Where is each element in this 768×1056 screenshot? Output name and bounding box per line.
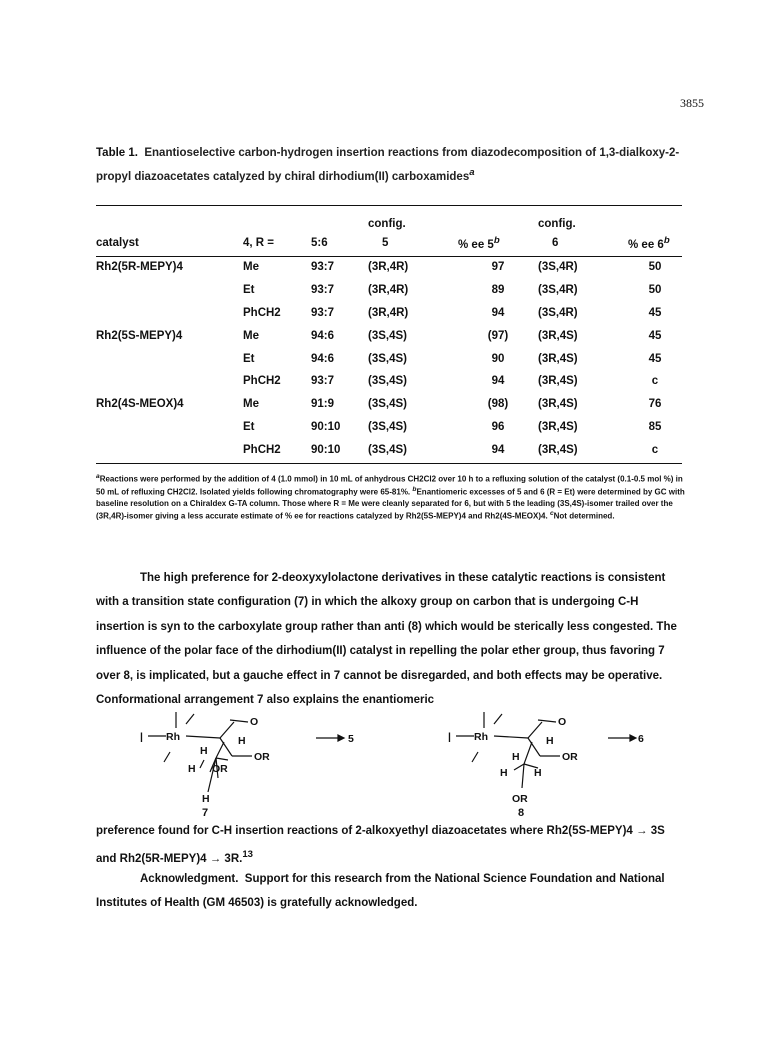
table-row <box>96 416 682 439</box>
cell-cfg6: (3R,4S) <box>538 375 578 388</box>
cell-cfg5: (3S,4S) <box>368 375 407 388</box>
struct8-h4: H <box>534 767 542 779</box>
table-footnotes <box>96 472 686 522</box>
acknowledgment-text: Support for this research from the National Science Foundation and National Institutes of Health (GM 46503) is gratefully acknowledged. <box>96 873 665 910</box>
table-row <box>96 370 682 393</box>
header-cfg5: 5 <box>382 237 389 249</box>
cell-catalyst <box>96 279 243 302</box>
cell-r: Et <box>243 284 255 297</box>
header-catalyst: catalyst <box>96 237 139 249</box>
footnote-b-mark: b <box>412 486 417 494</box>
structure-8 <box>456 712 636 788</box>
cell-ratio: 93:7 <box>311 306 335 319</box>
table-caption-note-mark: a <box>469 167 475 178</box>
cell-cfg5: (3R,4R) <box>368 284 409 297</box>
struct8-h3: H <box>500 767 508 779</box>
struct8-or2: OR <box>512 793 528 805</box>
footnote-c: Not determined. <box>553 511 615 521</box>
cell-ratio: 91:9 <box>311 398 335 411</box>
struct7-or2: OR <box>212 763 228 775</box>
table-top-rule <box>96 205 682 206</box>
table-row <box>96 279 682 302</box>
struct7-h1: H <box>238 735 246 747</box>
cell-cfg5: (3R,4R) <box>368 306 409 319</box>
cell-cfg5: (3R,4R) <box>368 261 409 274</box>
cell-r: Me <box>243 329 259 342</box>
cell-r: Et <box>243 420 255 433</box>
header-ee5: % ee 5$^b$ <box>458 235 500 251</box>
cell-r: PhCH2 <box>243 306 281 319</box>
cell-ee5: 94 <box>491 375 505 388</box>
cell-ee6: 85 <box>648 420 662 433</box>
footnote-b: Enantiomeric excesses of 5 and 6 (R = Et) were determined by GC with baseline resolution on a Chiraldex G-TA column. Those where R = Me were cleanly separated for 6, but with 5 the leading (3S,4S)-isomer trailed over the (3R,4R)-isomer giving a less accurate estimate of % ee for reactions catalyzed by Rh2(5S-MEPY)4 and Rh2(4S-MEOX)4. <box>96 487 685 521</box>
cell-cfg5: (3S,4S) <box>368 398 407 411</box>
footnote-a-mark: a <box>96 473 100 480</box>
results-table <box>96 208 682 461</box>
table-caption-label: Table 1. <box>96 147 138 159</box>
cell-cfg5: (3S,4S) <box>368 352 407 365</box>
struct8-product: 6 <box>638 733 644 745</box>
cell-ee6: 45 <box>648 352 662 365</box>
cell-ratio: 93:7 <box>311 261 335 274</box>
table-row <box>96 324 682 347</box>
cell-ratio: 94:6 <box>311 352 335 365</box>
compound-label-7: 7 <box>202 807 209 819</box>
cell-r: PhCH2 <box>243 443 281 456</box>
cell-catalyst: Rh2(5R-MEPY)4 <box>96 261 183 274</box>
page-number: 3855 <box>680 96 704 110</box>
struct7-product: 5 <box>348 733 354 745</box>
table-bottom-rule <box>96 463 682 464</box>
cell-ee6: 45 <box>648 329 662 342</box>
cell-ee5: 89 <box>491 284 505 297</box>
struct7-h3: H <box>188 763 196 775</box>
cell-catalyst <box>96 347 243 370</box>
cell-ee5: (98) <box>487 398 509 411</box>
struct8-h2: H <box>512 751 520 763</box>
table-row <box>96 256 682 279</box>
cell-cfg6: (3R,4S) <box>538 329 578 342</box>
table-caption <box>96 143 686 187</box>
table-row <box>96 438 682 461</box>
struct7-rh: Rh <box>166 731 180 743</box>
cell-ee5: 96 <box>491 420 505 433</box>
paragraph-2-text: preference found for C-H insertion reactions of 2-alkoxyethyl diazoacetates where Rh2(5S-MEPY)4 → 3S and Rh2(5R-MEPY)4 → 3R. <box>96 825 665 866</box>
cell-catalyst <box>96 302 243 325</box>
cell-r: Me <box>243 261 259 274</box>
struct8-rh-dash: | <box>448 731 451 743</box>
struct7-or1: OR <box>254 751 270 763</box>
header-r-group: 4, R = <box>243 237 275 249</box>
table-body <box>96 256 682 461</box>
table-row <box>96 302 682 325</box>
cell-ee6: 76 <box>648 398 662 411</box>
cell-cfg5: (3S,4S) <box>368 443 407 456</box>
header-config-6: config. <box>538 218 576 230</box>
cell-ratio: 90:10 <box>311 443 341 456</box>
struct7-h2: H <box>200 745 208 757</box>
cell-ee5: 94 <box>491 443 505 456</box>
cell-catalyst: Rh2(4S-MEOX)4 <box>96 398 184 411</box>
footnote-c-mark: c <box>549 510 554 518</box>
cell-ee6: c <box>651 443 659 456</box>
structure-7 <box>148 712 344 792</box>
cell-cfg6: (3R,4S) <box>538 398 578 411</box>
body-paragraph-2 <box>96 819 686 872</box>
cell-ee5: 90 <box>491 352 505 365</box>
cell-catalyst <box>96 370 243 393</box>
cell-ee6: 50 <box>648 284 662 297</box>
cell-r: Et <box>243 352 255 365</box>
cell-ee5: 94 <box>491 306 505 319</box>
cell-r: Me <box>243 398 259 411</box>
cell-ratio: 93:7 <box>311 284 335 297</box>
cell-cfg6: (3S,4R) <box>538 284 578 297</box>
cell-ee6: 45 <box>648 306 662 319</box>
table-header-row-config <box>96 208 682 230</box>
cell-cfg6: (3S,4R) <box>538 306 578 319</box>
cell-ee5: 97 <box>491 261 505 274</box>
cell-cfg5: (3S,4S) <box>368 420 407 433</box>
cell-catalyst <box>96 438 243 461</box>
cell-ee5: (97) <box>487 329 509 342</box>
body-paragraph-1: The high preference for 2-deoxyxylolactone derivatives in these catalytic reactions is consistent with a transition state configuration (7) in which the alkoxy group on carbon that is undergoing C-H insertion is syn to the carboxylate group rather than anti (8) which would be sterically less congested. The influence of the polar face of the dirhodium(II) catalyst in repelling the polar ether group, thus favoring 7 over 8, is implicated, but a gauche effect in 7 cannot be disregarded, and both effects may be operative. Conformational arrangement 7 also explains the enantiomeric <box>96 572 677 707</box>
cell-cfg6: (3R,4S) <box>538 443 578 456</box>
acknowledgment <box>96 867 686 916</box>
compound-label-8: 8 <box>518 807 525 819</box>
cell-ratio: 93:7 <box>311 375 335 388</box>
struct7-rh-dash: | <box>140 731 143 743</box>
table-row <box>96 347 682 370</box>
footnote-a: Reactions were performed by the addition of 4 (1.0 mmol) in 10 mL of anhydrous CH2Cl2 over 10 h to a refluxing solution of the catalyst (0.1-0.5 mol %) in 50 mL of refluxing CH2Cl2. Isolated yields following chromatography were 65-81%. <box>96 474 683 497</box>
cell-r: PhCH2 <box>243 375 281 388</box>
paragraph-2-ref: 13 <box>242 849 253 861</box>
acknowledgment-title: Acknowledgment. <box>140 873 239 885</box>
header-config-5: config. <box>368 218 406 230</box>
cell-catalyst <box>96 416 243 439</box>
struct8-or1: OR <box>562 751 578 763</box>
header-ee6: % ee 6$^b$ <box>628 235 670 251</box>
cell-cfg5: (3S,4S) <box>368 329 407 342</box>
header-ratio: 5:6 <box>311 237 328 249</box>
cell-ee6: 50 <box>648 261 662 274</box>
cell-ee6: c <box>651 375 659 388</box>
struct8-rh: Rh <box>474 731 488 743</box>
struct8-h1: H <box>546 735 554 747</box>
table-row <box>96 393 682 416</box>
cell-catalyst: Rh2(5S-MEPY)4 <box>96 329 183 342</box>
cell-cfg6: (3R,4S) <box>538 352 578 365</box>
table-header-row <box>96 230 682 256</box>
struct7-o: O <box>250 716 259 728</box>
header-cfg6: 6 <box>552 237 559 249</box>
cell-ratio: 90:10 <box>311 420 341 433</box>
cell-ratio: 94:6 <box>311 329 335 342</box>
struct8-o: O <box>558 716 567 728</box>
table-caption-text: Enantioselective carbon-hydrogen insertion reactions from diazodecomposition of 1,3-dialkoxy-2-propyl diazoacetates catalyzed by chiral dirhodium(II) carboxamides <box>96 147 680 183</box>
cell-cfg6: (3R,4S) <box>538 420 578 433</box>
struct7-h-bottom: H <box>202 793 210 805</box>
transition-state-scheme <box>140 708 660 820</box>
cell-cfg6: (3S,4R) <box>538 261 578 274</box>
